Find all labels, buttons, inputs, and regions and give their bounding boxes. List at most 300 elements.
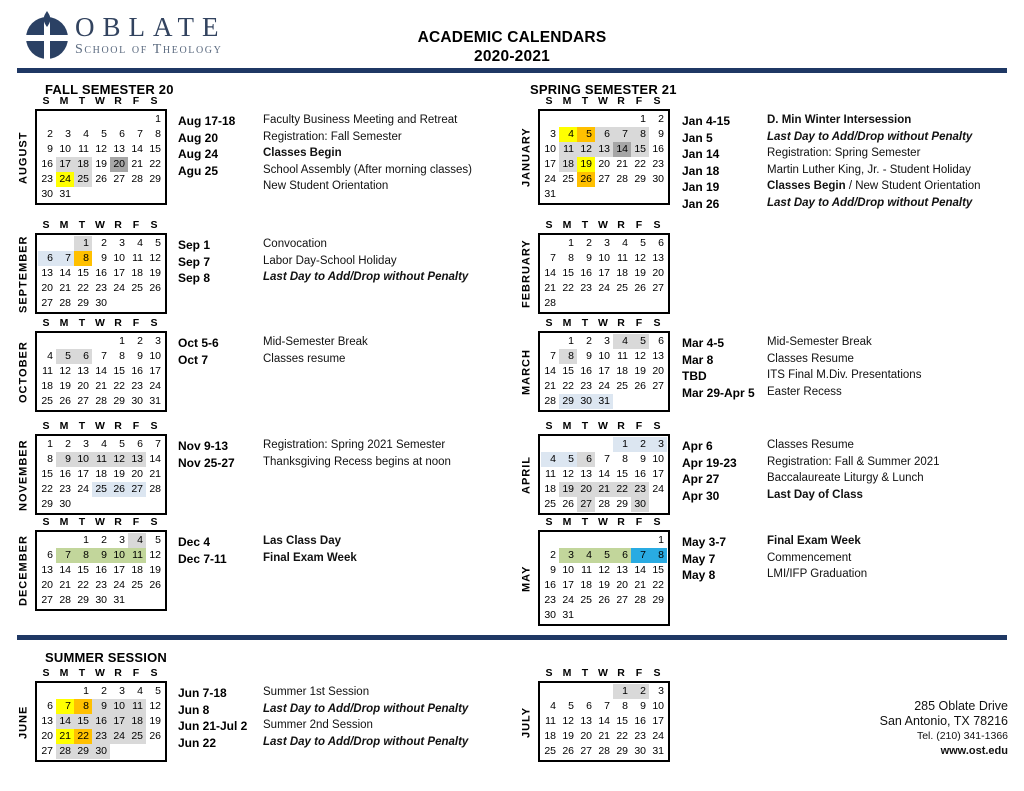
event-desc-text: New Student Orientation [263,180,389,192]
day-cell: 26 [562,498,574,510]
month-label-august: AUGUST [17,131,30,184]
day-cell: 4 [137,237,143,249]
day-cell: 23 [544,594,556,606]
event-desc-text: Labor Day-School Holiday [263,254,397,267]
day-cell: 26 [149,282,161,294]
day-cell: 29 [616,498,628,510]
event-desc-text: Final Exam Week [767,535,861,547]
day-cell: 20 [41,730,53,742]
day-cell: 8 [47,453,53,465]
day-cell: 16 [95,267,107,279]
day-cell: 15 [616,468,628,480]
event-date: Oct 5-6 [178,336,219,350]
day-cell: 28 [616,173,628,185]
day-cell: 27 [41,594,53,606]
day-cell: 22 [634,158,646,170]
day-cell: 16 [580,365,592,377]
event-desc [767,489,863,501]
day-cell: 27 [77,395,89,407]
day-cell: 23 [652,158,664,170]
day-cell: 10 [598,252,610,264]
calendar-grid-april [538,434,670,515]
event-date: Jun 8 [178,702,210,717]
day-cell: 2 [47,128,53,140]
day-cell: 2 [586,237,592,249]
dow-cell: R [114,667,122,679]
day-cell: 6 [38,251,56,266]
day-cell: 18 [544,730,556,742]
day-cell: 21 [149,468,161,480]
day-cell: 24 [652,483,664,495]
event-desc-text: Classes Begin [767,180,846,192]
day-cell: 14 [634,564,646,576]
day-cell: 7 [550,350,556,362]
day-cell: 31 [562,609,574,621]
day-cell: 25 [616,380,628,392]
day-cell [595,187,613,202]
day-cell: 17 [77,468,89,480]
day-cell [613,533,631,548]
day-cell: 15 [652,564,664,576]
day-cell [146,744,164,759]
dow-cell: R [114,516,122,528]
dow-cell: S [545,95,553,107]
day-cell: 8 [568,252,574,264]
day-cell: 23 [41,173,53,185]
logo-subtitle: School of Theology [75,42,223,57]
day-cell: 1 [155,113,161,125]
day-cell: 22 [113,380,125,392]
dow-cell: S [150,420,158,432]
day-cell: 21 [131,158,143,170]
fall-semester-heading: FALL SEMESTER 20 [45,82,174,97]
day-cell [541,236,559,251]
day-cell: 11 [128,699,146,714]
event-desc-text: Classes Resume [767,352,854,365]
day-cell: 20 [652,267,664,279]
day-cell [631,608,649,623]
day-cell: 26 [634,380,646,392]
day-cell: 26 [577,172,595,187]
day-cell: 19 [95,158,107,170]
day-cell: 17 [652,715,664,727]
day-cell [595,296,613,311]
day-cell: 14 [544,267,556,279]
day-cell: 29 [652,594,664,606]
day-cell: 24 [149,380,161,392]
day-cell: 31 [149,395,161,407]
day-cell: 17 [562,579,574,591]
dow-cell: R [114,317,122,329]
day-cell: 18 [616,365,628,377]
event-desc [767,386,842,398]
day-cell: 30 [544,609,556,621]
day-cell: 26 [149,579,161,591]
day-cell: 16 [95,564,107,576]
event-desc-text: Commencement [767,551,852,564]
day-cell: 11 [545,468,556,480]
spring-semester-heading: SPRING SEMESTER 21 [530,82,677,97]
event-desc-text: Martin Luther King, Jr. - Student Holiday [767,163,971,176]
day-cell: 6 [119,128,125,140]
event-desc-text: Classes resume [263,352,346,365]
day-cell: 5 [56,349,74,364]
day-cell: 24 [562,594,574,606]
day-cell: 15 [77,564,89,576]
day-cell: 9 [137,350,143,362]
day-cell: 12 [634,252,646,264]
day-cell [631,394,649,409]
day-cell [38,236,56,251]
day-cell [559,187,577,202]
day-cell: 12 [149,700,161,712]
day-cell: 26 [562,745,574,757]
day-cell [631,296,649,311]
event-date: Apr 19-23 [682,455,737,470]
day-cell: 12 [634,350,646,362]
event-desc [263,719,373,731]
day-cell [128,112,146,127]
day-cell [577,684,595,699]
event-date: Aug 20 [178,130,219,145]
day-cell: 1 [658,534,664,546]
dow-cell: T [78,219,86,231]
day-cell: 28 [149,483,161,495]
day-cell: 29 [149,173,161,185]
event-desc [767,114,911,126]
day-cell: 3 [649,437,667,452]
dow-header-march [540,317,666,329]
day-cell: 15 [562,365,574,377]
dow-header-april [540,420,666,432]
day-cell: 3 [65,128,71,140]
day-cell: 9 [640,700,646,712]
day-cell [595,608,613,623]
day-cell: 12 [149,549,161,561]
event-date: Jan 4-15 [682,114,731,128]
day-cell: 26 [149,730,161,742]
day-cell: 8 [622,700,628,712]
day-cell: 30 [92,744,110,759]
event-desc [263,271,468,283]
day-cell: 3 [559,548,577,563]
dow-cell: R [114,420,122,432]
event-desc [263,703,468,715]
dow-cell: R [114,219,122,231]
dow-cell: S [42,667,50,679]
day-cell: 8 [622,453,628,465]
day-cell: 22 [77,282,89,294]
day-cell [613,187,631,202]
day-cell: 6 [137,438,143,450]
event-desc-text: Mid-Semester Break [767,336,872,348]
day-cell [595,112,613,127]
dow-header-december [37,516,163,528]
dow-cell: S [653,317,661,329]
dow-cell: M [562,516,572,528]
dow-cell: S [653,667,661,679]
day-cell: 13 [652,252,664,264]
day-cell: 31 [59,188,71,200]
calendar-grid-july [538,681,670,762]
day-cell: 20 [77,380,89,392]
event-desc [263,114,457,126]
event-desc-text: Last Day to Add/Drop without Penalty [263,702,469,715]
day-cell [92,187,110,202]
event-date: Apr 30 [682,488,720,503]
event-date: Mar 29-Apr 5 [682,385,755,400]
day-cell: 27 [652,282,664,294]
dow-cell: M [562,667,572,679]
day-cell: 14 [56,714,74,729]
dow-cell: M [59,219,69,231]
day-cell [128,296,146,311]
day-cell: 9 [47,143,53,155]
event-date: Jan 14 [682,147,720,161]
event-date: Apr 27 [682,472,720,486]
day-cell: 30 [59,498,71,510]
day-cell: 10 [652,453,664,465]
day-cell: 12 [562,468,574,480]
day-cell: 3 [83,438,89,450]
day-cell: 31 [595,394,613,409]
day-cell [649,394,667,409]
day-cell: 25 [131,282,143,294]
day-cell [577,437,595,452]
event-desc-text: Convocation [263,238,327,250]
header-divider-bar [17,68,1007,73]
day-cell [649,187,667,202]
day-cell: 5 [155,237,161,249]
dow-cell: S [545,219,553,231]
day-cell: 19 [149,564,161,576]
day-cell: 30 [652,173,664,185]
day-cell: 10 [562,564,574,576]
day-cell: 9 [92,699,110,714]
day-cell: 20 [131,468,143,480]
day-cell: 29 [559,394,577,409]
dow-cell: S [545,317,553,329]
day-cell: 23 [634,730,646,742]
day-cell [38,684,56,699]
day-cell: 3 [155,335,161,347]
day-cell [74,334,92,349]
day-cell [577,608,595,623]
event-date: Mar 4-5 [682,336,725,350]
day-cell [541,112,559,127]
dow-cell: F [635,95,643,107]
day-cell: 24 [110,729,128,744]
event-date: May 7 [682,551,716,566]
dow-cell: S [42,317,50,329]
month-label-december: DECEMBER [17,535,30,607]
event-desc [263,439,445,451]
day-cell: 6 [586,700,592,712]
day-cell: 28 [634,594,646,606]
day-cell: 28 [598,498,610,510]
day-cell: 31 [113,594,125,606]
event-desc [263,336,368,348]
event-date: Sep 7 [178,254,211,269]
day-cell: 21 [59,282,71,294]
day-cell: 11 [617,350,628,362]
day-cell: 27 [616,594,628,606]
day-cell [56,334,74,349]
day-cell: 23 [580,282,592,294]
event-desc [263,686,369,698]
day-cell: 5 [155,534,161,546]
dow-cell: F [132,317,140,329]
day-cell: 23 [59,483,71,495]
event-date: May 3-7 [682,535,727,549]
day-cell [613,394,631,409]
event-desc [263,353,345,365]
day-cell: 30 [634,745,646,757]
event-desc [263,238,327,250]
event-desc [767,131,972,143]
day-cell: 16 [652,143,664,155]
page-title [362,28,662,66]
day-cell: 15 [631,142,649,157]
day-cell: 23 [95,579,107,591]
address-line2: San Antonio, TX 78216 [879,714,1008,728]
day-cell: 18 [559,157,577,172]
event-date: May 8 [682,568,716,582]
day-cell: 4 [613,334,631,349]
day-cell: 11 [42,365,53,377]
event-desc [767,439,854,451]
day-cell: 19 [149,715,161,727]
event-desc-text: Classes Resume [767,439,854,451]
month-label-october: OCTOBER [17,341,30,403]
dow-cell: T [78,95,86,107]
event-desc-text: Easter Recess [767,385,842,398]
dow-header-february [540,219,666,231]
event-desc-text: Las Class Day [263,535,341,547]
event-desc-text: Classes Begin [263,147,342,159]
day-cell [613,296,631,311]
day-cell: 19 [59,380,71,392]
day-cell: 27 [113,173,125,185]
day-cell: 5 [568,700,574,712]
dow-cell: W [95,95,105,107]
day-cell: 6 [658,335,664,347]
dow-cell: S [653,219,661,231]
day-cell: 29 [77,594,89,606]
event-desc [263,736,468,748]
day-cell: 5 [119,438,125,450]
day-cell [128,744,146,759]
day-cell [613,112,631,127]
day-cell: 13 [595,142,613,157]
day-cell: 7 [56,699,74,714]
dow-cell: W [598,317,608,329]
month-label-january: JANUARY [520,127,533,188]
day-cell: 7 [137,128,143,140]
day-cell: 22 [74,729,92,744]
month-label-march: MARCH [520,349,533,395]
month-label-september: SEPTEMBER [17,235,30,313]
event-date: Aug 24 [178,147,219,161]
day-cell: 4 [128,533,146,548]
event-date: Dec 4 [178,535,211,549]
calendar-grid-september [35,233,167,314]
day-cell [110,112,128,127]
event-desc-text: LMI/IFP Graduation [767,568,868,580]
day-cell: 3 [550,128,556,140]
day-cell [56,684,74,699]
day-cell: 6 [74,349,92,364]
day-cell: 2 [631,437,649,452]
day-cell: 2 [101,237,107,249]
day-cell: 29 [113,395,125,407]
dow-cell: T [581,95,589,107]
day-cell: 18 [131,564,143,576]
day-cell: 9 [92,548,110,563]
day-cell: 29 [616,745,628,757]
event-date: Oct 7 [178,352,209,367]
page-title-line2: 2020-2021 [474,48,550,65]
day-cell [577,296,595,311]
day-cell: 28 [544,297,556,309]
event-desc [767,472,924,484]
month-label-november: NOVEMBER [17,439,30,511]
day-cell [110,497,128,512]
dow-cell: F [132,95,140,107]
day-cell: 30 [131,395,143,407]
event-desc [767,552,851,564]
day-cell: 16 [131,365,143,377]
day-cell: 10 [110,699,128,714]
day-cell: 1 [568,335,574,347]
event-desc [767,180,981,192]
dow-cell: W [95,317,105,329]
dow-cell: S [42,516,50,528]
dow-cell: T [78,667,86,679]
day-cell: 19 [577,157,595,172]
day-cell: 19 [562,730,574,742]
event-desc [767,336,872,348]
day-cell: 27 [577,497,595,512]
day-cell: 14 [59,564,71,576]
event-desc-text: Last Day to Add/Drop without Penalty [767,196,973,209]
website-link[interactable]: www.ost.edu [940,745,1008,757]
day-cell: 11 [78,143,89,155]
day-cell: 28 [59,594,71,606]
event-desc [767,568,867,580]
day-cell: 25 [616,282,628,294]
dow-header-july [540,667,666,679]
dow-cell: M [562,219,572,231]
day-cell: 4 [137,685,143,697]
day-cell: 12 [149,252,161,264]
dow-cell: M [562,95,572,107]
day-cell: 21 [634,579,646,591]
dow-cell: W [95,667,105,679]
day-cell: 18 [128,714,146,729]
day-cell: 12 [562,715,574,727]
dow-cell: F [635,667,643,679]
dow-cell: R [617,317,625,329]
event-desc-text: D. Min Winter Intersession [767,114,912,126]
day-cell: 16 [92,714,110,729]
dow-cell: R [617,667,625,679]
day-cell: 10 [149,350,161,362]
day-cell: 12 [598,564,610,576]
calendar-grid-november [35,434,167,515]
day-cell: 21 [544,380,556,392]
day-cell: 9 [56,452,74,467]
